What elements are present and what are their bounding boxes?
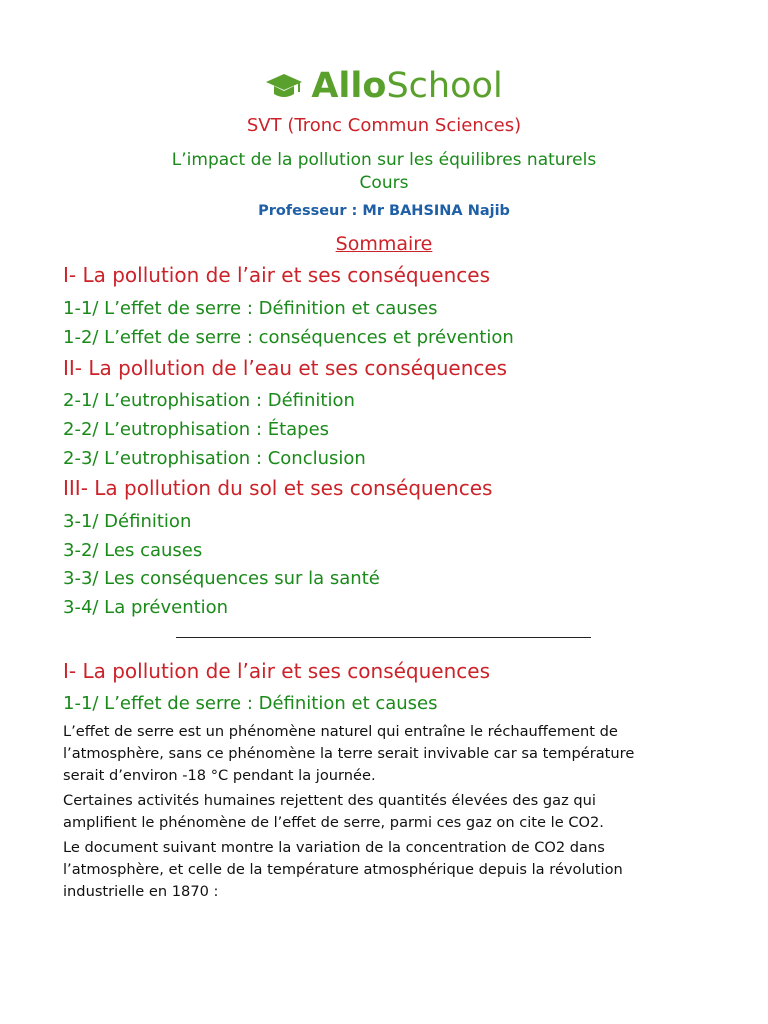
summary-section-title: II- La pollution de l’eau et ses conséquences	[63, 356, 508, 380]
paragraph-line: industrielle en 1870 :	[63, 883, 219, 900]
paragraph	[63, 790, 713, 834]
alloschool-logo	[0, 64, 768, 108]
logo-text-regular: School	[386, 66, 503, 106]
professor-name: Professeur : Mr BAHSINA Najib	[258, 203, 510, 219]
summary-item: 2-3/ L’eutrophisation : Conclusion	[63, 448, 366, 469]
content-section-title: I- La pollution de l’air et ses conséquences	[63, 659, 490, 683]
summary-item: 3-3/ Les conséquences sur la santé	[63, 568, 380, 589]
document-type: Cours	[359, 173, 409, 193]
logo-text-bold: Allo	[311, 66, 387, 106]
paragraph-line: Le document suivant montre la variation de la concentration de CO2 dans	[63, 839, 605, 856]
paragraph-line: serait d’environ -18 °C pendant la journée.	[63, 767, 376, 784]
summary-item: 2-2/ L’eutrophisation : Étapes	[63, 419, 330, 440]
paragraph	[63, 721, 713, 787]
summary-heading: Sommaire	[335, 233, 433, 255]
paragraph	[63, 837, 713, 903]
summary-item: 3-2/ Les causes	[63, 540, 203, 561]
paragraph-line: l’atmosphère, sans ce phénomène la terre serait invivable car sa température	[63, 745, 635, 762]
paragraph-line: Certaines activités humaines rejettent des quantités élevées des gaz qui	[63, 792, 596, 809]
paragraph-line: amplifient le phénomène de l’effet de serre, parmi ces gaz on cite le CO2.	[63, 814, 604, 831]
section-divider	[176, 637, 591, 638]
content-subsection-title: 1-1/ L’effet de serre : Définition et causes	[63, 693, 438, 714]
summary-item: 1-2/ L’effet de serre : conséquences et prévention	[63, 327, 514, 348]
summary-item: 3-1/ Définition	[63, 511, 192, 532]
lesson-title: L’impact de la pollution sur les équilibres naturels	[171, 150, 597, 170]
graduation-cap-icon	[265, 71, 303, 101]
summary-item: 2-1/ L’eutrophisation : Définition	[63, 390, 355, 411]
subject-title: SVT (Tronc Commun Sciences)	[246, 115, 522, 136]
paragraph-line: L’effet de serre est un phénomène naturel qui entraîne le réchauffement de	[63, 723, 618, 740]
logo-text	[311, 64, 502, 108]
summary-item: 1-1/ L’effet de serre : Définition et causes	[63, 298, 438, 319]
paragraph-line: l’atmosphère, et celle de la température atmosphérique depuis la révolution	[63, 861, 623, 878]
summary-item: 3-4/ La prévention	[63, 597, 229, 618]
summary-section-title: I- La pollution de l’air et ses conséquences	[63, 263, 490, 287]
summary-section-title: III- La pollution du sol et ses conséquences	[63, 476, 493, 500]
